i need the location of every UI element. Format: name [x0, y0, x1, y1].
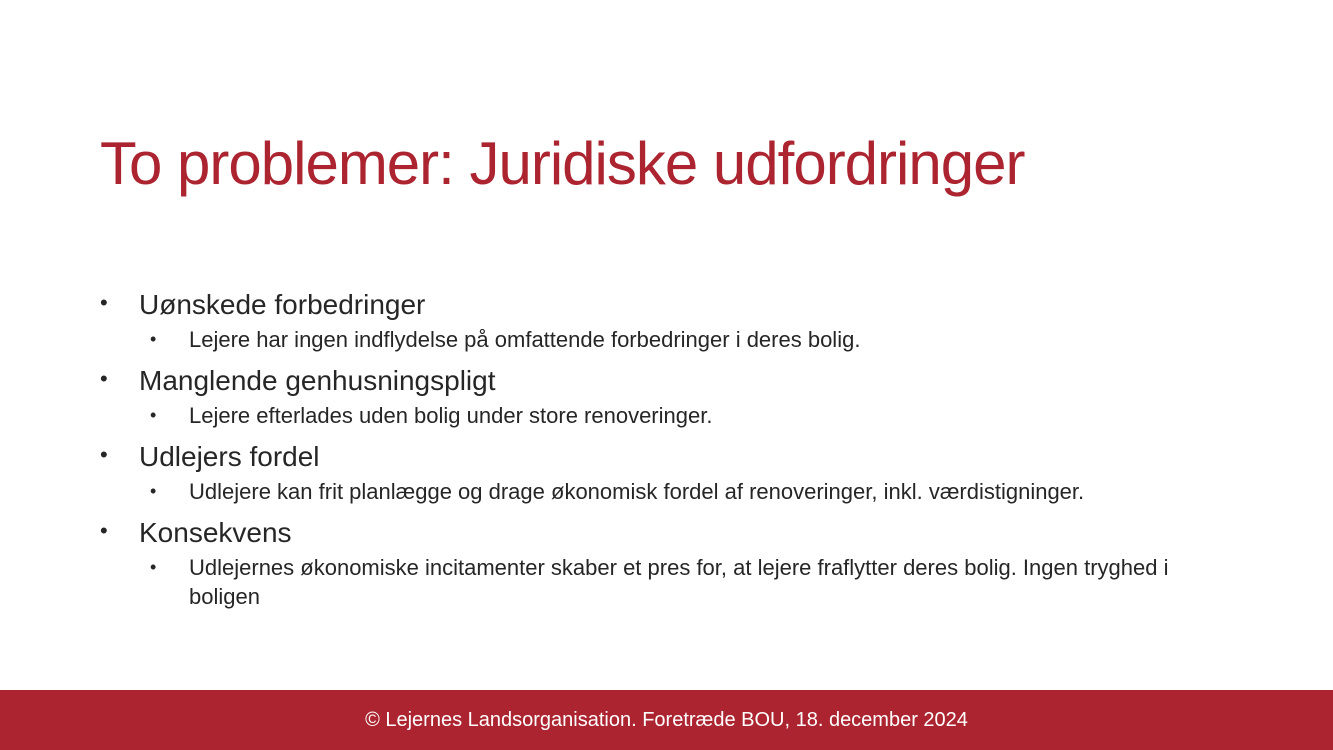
- sub-item: [139, 477, 1240, 506]
- bullet-item-missing-rehousing-duty: [100, 361, 1240, 430]
- bullet-list: [100, 285, 1240, 618]
- bullet-dot: •: [100, 442, 108, 467]
- sub-bullet-dot: •: [150, 481, 157, 501]
- sub-list: [139, 325, 1240, 354]
- sub-list: [139, 477, 1240, 506]
- bullet-heading: Uønskede forbedringer: [139, 289, 426, 320]
- footer-copyright: © Lejernes Landsorganisation. Foretræde BOU, 18. december 2024: [365, 709, 968, 731]
- sub-item: [139, 553, 1240, 611]
- sub-list: [139, 553, 1240, 611]
- sub-item-text: Lejere har ingen indflydelse på omfattende forbedringer i deres bolig.: [189, 327, 861, 352]
- footer-bar: [0, 690, 1333, 750]
- sub-bullet-dot: •: [150, 405, 157, 425]
- bullet-item-consequence: [100, 513, 1240, 611]
- sub-bullet-dot: •: [150, 557, 157, 577]
- slide-title: To problemer: Juridiske udfordringer: [100, 130, 1025, 197]
- bullet-item-landlord-advantage: [100, 437, 1240, 506]
- bullet-heading: Manglende genhusningspligt: [139, 365, 496, 396]
- sub-bullet-dot: •: [150, 329, 157, 349]
- bullet-heading: Konsekvens: [139, 517, 292, 548]
- sub-list: [139, 401, 1240, 430]
- sub-item-text: Udlejere kan frit planlægge og drage økonomisk fordel af renoveringer, inkl. værdistigninger.: [189, 479, 1085, 504]
- bullet-dot: •: [100, 518, 108, 543]
- bullet-item-unwanted-improvements: [100, 285, 1240, 354]
- sub-item: [139, 401, 1240, 430]
- sub-item-text: Lejere efterlades uden bolig under store renoveringer.: [189, 403, 713, 428]
- bullet-heading: Udlejers fordel: [139, 441, 320, 472]
- bullet-dot: •: [100, 366, 108, 391]
- sub-item-text: Udlejernes økonomiske incitamenter skaber et pres for, at lejere fraflytter deres bolig. Ingen tryghed i boligen: [189, 555, 1169, 609]
- bullet-dot: •: [100, 290, 108, 315]
- sub-item: [139, 325, 1240, 354]
